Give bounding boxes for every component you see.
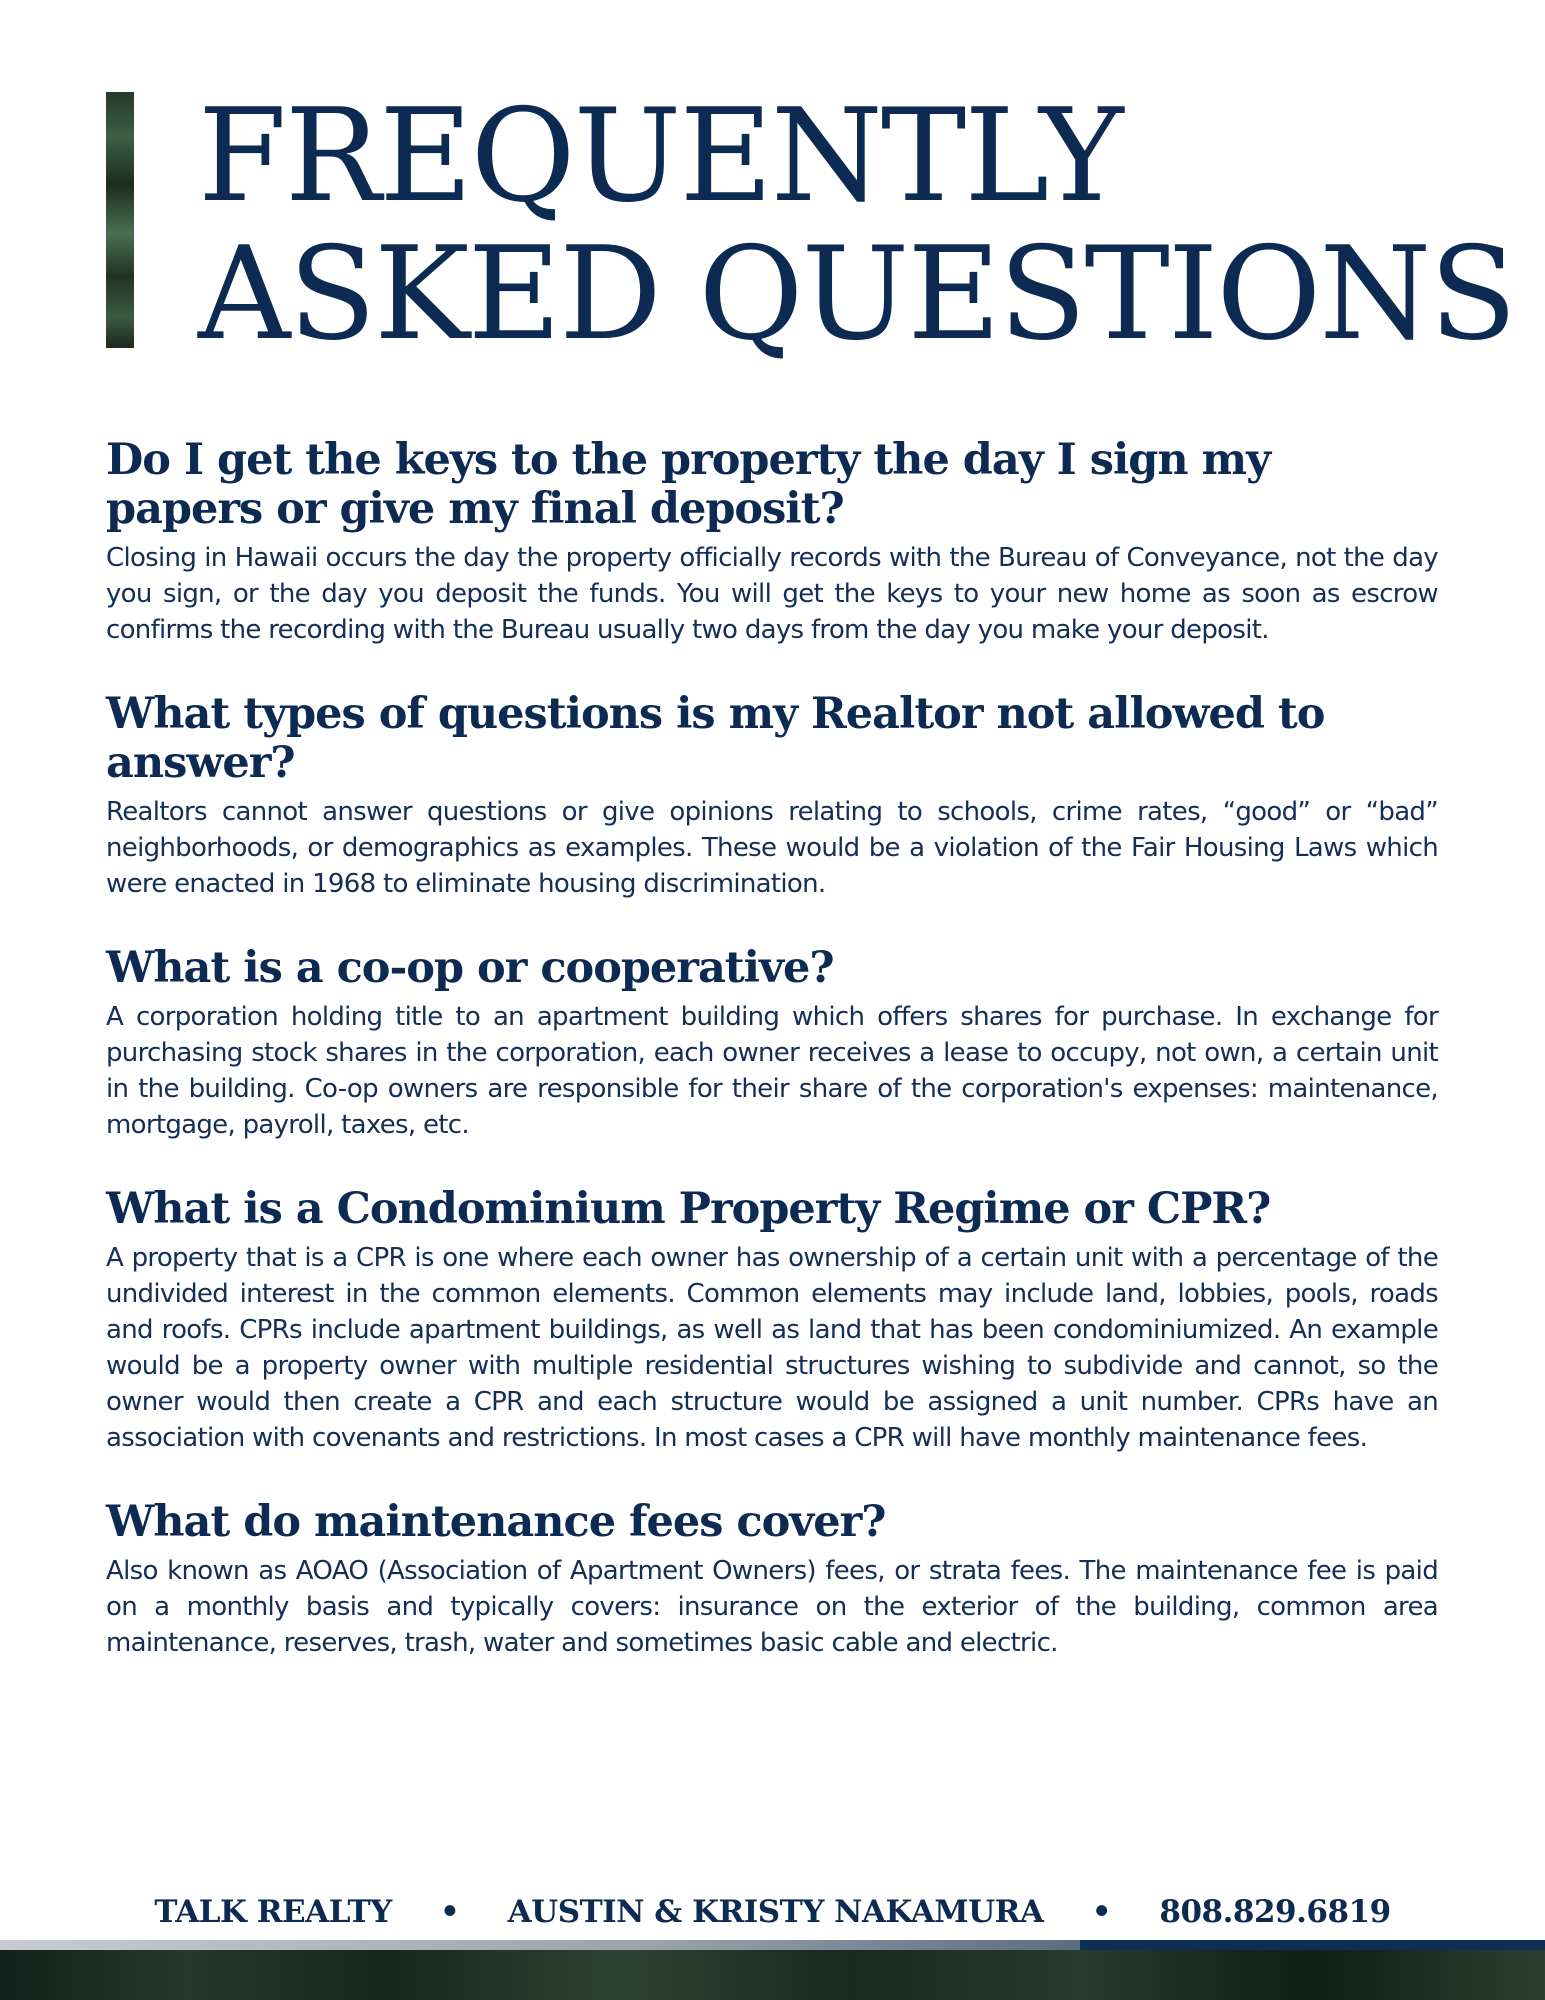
title-line-2: ASKED QUESTIONS xyxy=(198,220,1515,369)
footer-leaf-image xyxy=(0,1950,1545,2000)
footer-banner xyxy=(0,1940,1545,2000)
faq-question: Do I get the keys to the property the day I sign my papers or give my final deposit? xyxy=(106,435,1271,534)
faq-item-maintenance-fees xyxy=(106,1498,1438,1661)
faq-list xyxy=(106,436,1438,1703)
faq-answer: Realtors cannot answer questions or give opinions relating to schools, crime rates, “good” or “bad” neighborhoods, or demographics as examples. These would be a violation of the Fair Housing Laws which were enacted in 1968 to eliminate housing discrimination. xyxy=(106,797,1438,899)
faq-item-cpr xyxy=(106,1185,1438,1456)
footer-grey-stripe xyxy=(0,1940,1080,1950)
footer-separator: • xyxy=(1091,1894,1112,1930)
footer-contact xyxy=(0,1894,1545,1930)
footer-agents: AUSTIN & KRISTY NAKAMURA xyxy=(507,1894,1044,1930)
faq-answer: Also known as AOAO (Association of Apartment Owners) fees, or strata fees. The maintenance fee is paid on a monthly basis and typically covers: insurance on the exterior of the building, common area maintenance, reserves, trash, water and sometimes basic cable and electric. xyxy=(106,1556,1438,1658)
faq-answer: Closing in Hawaii occurs the day the property officially records with the Bureau of Conveyance, not the day you sign, or the day you deposit the funds. You will get the keys to your new home as soon as escrow confirms the recording with the Bureau usually two days from the day you make your deposit. xyxy=(106,543,1438,645)
leaf-accent-bar xyxy=(106,92,134,348)
footer-phone: 808.829.6819 xyxy=(1159,1894,1391,1930)
title-line-1: FREQUENTLY xyxy=(198,82,1122,231)
faq-item-realtor-limits xyxy=(106,690,1438,902)
faq-question: What do maintenance fees cover? xyxy=(106,1497,886,1547)
footer-separator: • xyxy=(440,1894,460,1930)
page-title xyxy=(198,82,1515,369)
faq-answer: A corporation holding title to an apartment building which offers shares for purchase. In exchange for purchasing stock shares in the corporation, each owner receives a lease to occupy, not own, a certain unit in the building. Co-op owners are responsible for their share of the corporation's expenses: maintenance, mortgage, payroll, taxes, etc. xyxy=(106,1002,1438,1140)
faq-question: What types of questions is my Realtor not allowed to answer? xyxy=(106,689,1325,788)
faq-question: What is a Condominium Property Regime or CPR? xyxy=(106,1184,1271,1234)
faq-item-keys xyxy=(106,436,1438,648)
faq-answer: A property that is a CPR is one where each owner has ownership of a certain unit with a percentage of the undivided interest in the common elements. Common elements may include land, lobbies, pools, roads and roofs. CPRs include apartment buildings, as well as land that has been condominiumized. An example would be a property owner with multiple residential structures wishing to subdivide and cannot, so the owner would then create a CPR and each structure would be assigned a unit number. CPRs have an association with covenants and restrictions. In most cases a CPR will have monthly maintenance fees. xyxy=(106,1243,1438,1453)
faq-question: What is a co-op or cooperative? xyxy=(106,943,834,993)
footer-company: TALK REALTY xyxy=(154,1894,392,1930)
faq-item-coop xyxy=(106,944,1438,1143)
